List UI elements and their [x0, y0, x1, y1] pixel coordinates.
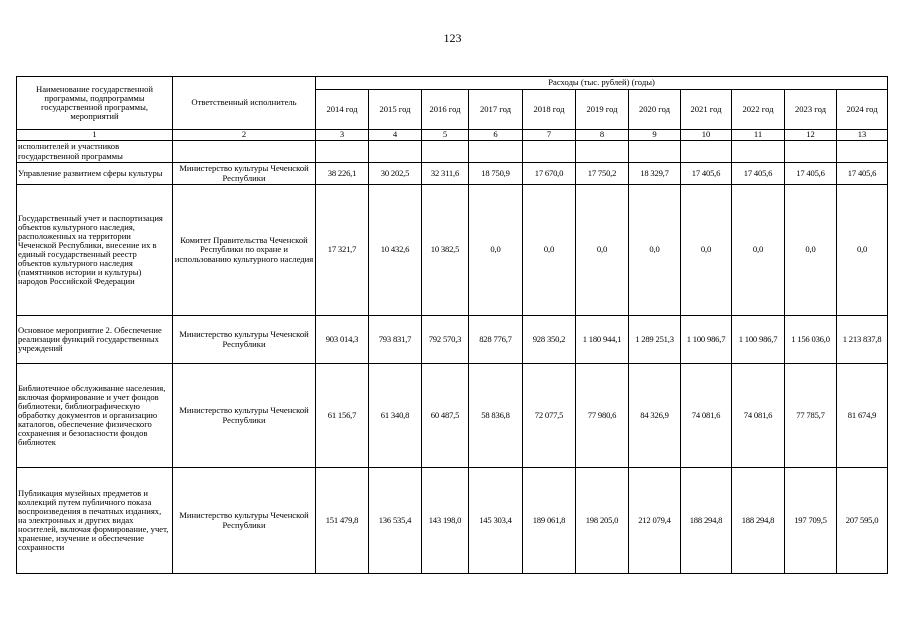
header-year: 2016 год [422, 90, 469, 130]
value-cell: 198 205,0 [576, 468, 629, 574]
value-cell: 18 329,7 [629, 163, 681, 185]
executor-cell: Министерство культуры Чеченской Республики [173, 468, 316, 574]
value-cell: 81 674,9 [837, 364, 888, 468]
value-cell: 188 294,8 [681, 468, 732, 574]
value-cell: 189 061,8 [523, 468, 576, 574]
value-cell: 30 202,5 [369, 163, 422, 185]
header-executor-column: Ответственный исполнитель [173, 77, 316, 130]
header-expenses-group: Расходы (тыс. рублей) (годы) [316, 77, 888, 90]
table-row [17, 364, 888, 468]
program-name-cell: Библиотечное обслуживание населения, включая формирование и учет фондов библиотеки, библиографическую обработку документов и организацию каталогов, обеспечение физического сохранения и безопасности фондов библиотек [17, 364, 173, 468]
table-row [17, 163, 888, 185]
value-cell: 38 226,1 [316, 163, 369, 185]
column-number: 3 [316, 130, 369, 141]
header-year: 2017 год [469, 90, 523, 130]
value-cell: 928 350,2 [523, 316, 576, 364]
header-year: 2021 год [681, 90, 732, 130]
executor-cell [173, 141, 316, 163]
header-year: 2022 год [732, 90, 785, 130]
column-number: 12 [785, 130, 837, 141]
value-cell [785, 141, 837, 163]
value-cell [422, 141, 469, 163]
value-cell [369, 141, 422, 163]
value-cell: 792 570,3 [422, 316, 469, 364]
value-cell: 17 405,6 [785, 163, 837, 185]
expenses-table [16, 76, 888, 574]
value-cell: 10 382,5 [422, 185, 469, 316]
program-name-cell: Управление развитием сферы культуры [17, 163, 173, 185]
header-year: 2020 год [629, 90, 681, 130]
executor-cell: Министерство культуры Чеченской Республики [173, 316, 316, 364]
value-cell [732, 141, 785, 163]
value-cell: 1 180 944,1 [576, 316, 629, 364]
value-cell: 74 081,6 [681, 364, 732, 468]
header-year: 2024 год [837, 90, 888, 130]
value-cell: 58 836,8 [469, 364, 523, 468]
table-body [17, 141, 888, 574]
value-cell [523, 141, 576, 163]
table-row [17, 468, 888, 574]
value-cell [629, 141, 681, 163]
value-cell: 1 213 837,8 [837, 316, 888, 364]
value-cell: 0,0 [732, 185, 785, 316]
header-year: 2014 год [316, 90, 369, 130]
value-cell: 1 100 986,7 [732, 316, 785, 364]
column-number: 8 [576, 130, 629, 141]
column-number: 7 [523, 130, 576, 141]
header-year: 2023 год [785, 90, 837, 130]
value-cell [316, 141, 369, 163]
program-name-cell: Публикация музейных предметов и коллекций путем публичного показа воспроизведения в печатных изданиях, на электронных и других видах носителей, включая формирование, учет, хранение, изучение и обеспечение сохранности [17, 468, 173, 574]
column-number-row [17, 130, 888, 141]
value-cell: 828 776,7 [469, 316, 523, 364]
value-cell: 136 535,4 [369, 468, 422, 574]
column-number: 6 [469, 130, 523, 141]
value-cell: 77 980,6 [576, 364, 629, 468]
value-cell: 0,0 [576, 185, 629, 316]
column-number: 11 [732, 130, 785, 141]
program-name-cell: Государственный учет и паспортизация объектов культурного наследия, расположенных на территории Чеченской Республики, внесение их в единый государственный реестр объектов культурного наследия (памятников истории и культуры) народов Российской Федерации [17, 185, 173, 316]
page-number: 123 [443, 31, 462, 45]
value-cell: 1 156 036,0 [785, 316, 837, 364]
value-cell: 0,0 [469, 185, 523, 316]
value-cell: 0,0 [629, 185, 681, 316]
executor-cell: Комитет Правительства Чеченской Республики по охране и использованию культурного наследия [173, 185, 316, 316]
value-cell: 84 326,9 [629, 364, 681, 468]
value-cell: 903 014,3 [316, 316, 369, 364]
value-cell [681, 141, 732, 163]
column-number: 4 [369, 130, 422, 141]
value-cell [469, 141, 523, 163]
column-number: 2 [173, 130, 316, 141]
table-row [17, 185, 888, 316]
program-name-cell: исполнителей и участников государственной программы [17, 141, 173, 163]
value-cell: 793 831,7 [369, 316, 422, 364]
value-cell: 74 081,6 [732, 364, 785, 468]
column-number: 1 [17, 130, 173, 141]
value-cell: 1 100 986,7 [681, 316, 732, 364]
table-header [17, 77, 888, 141]
value-cell: 10 432,6 [369, 185, 422, 316]
value-cell: 0,0 [681, 185, 732, 316]
program-name-cell: Основное мероприятие 2. Обеспечение реализации функций государственных учреждений [17, 316, 173, 364]
value-cell: 17 405,6 [681, 163, 732, 185]
value-cell [837, 141, 888, 163]
header-year: 2018 год [523, 90, 576, 130]
value-cell: 18 750,9 [469, 163, 523, 185]
table-row [17, 316, 888, 364]
value-cell: 17 670,0 [523, 163, 576, 185]
value-cell: 0,0 [785, 185, 837, 316]
header-year: 2019 год [576, 90, 629, 130]
value-cell: 17 405,6 [732, 163, 785, 185]
value-cell: 72 077,5 [523, 364, 576, 468]
value-cell: 197 709,5 [785, 468, 837, 574]
table-row [17, 141, 888, 163]
executor-cell: Министерство культуры Чеченской Республики [173, 364, 316, 468]
executor-cell: Министерство культуры Чеченской Республики [173, 163, 316, 185]
value-cell: 188 294,8 [732, 468, 785, 574]
value-cell [576, 141, 629, 163]
value-cell: 61 340,8 [369, 364, 422, 468]
value-cell: 17 750,2 [576, 163, 629, 185]
value-cell: 145 303,4 [469, 468, 523, 574]
value-cell: 17 405,6 [837, 163, 888, 185]
value-cell: 151 479,8 [316, 468, 369, 574]
value-cell: 60 487,5 [422, 364, 469, 468]
value-cell: 17 321,7 [316, 185, 369, 316]
value-cell: 77 785,7 [785, 364, 837, 468]
value-cell: 0,0 [837, 185, 888, 316]
value-cell: 32 311,6 [422, 163, 469, 185]
column-number: 5 [422, 130, 469, 141]
header-year: 2015 год [369, 90, 422, 130]
column-number: 10 [681, 130, 732, 141]
value-cell: 207 595,0 [837, 468, 888, 574]
value-cell: 212 079,4 [629, 468, 681, 574]
value-cell: 143 198,0 [422, 468, 469, 574]
value-cell: 0,0 [523, 185, 576, 316]
column-number: 9 [629, 130, 681, 141]
header-name-column: Наименование государственной программы, подпрограммы государственной программы, мероприятий [17, 77, 173, 130]
value-cell: 1 289 251,3 [629, 316, 681, 364]
value-cell: 61 156,7 [316, 364, 369, 468]
column-number: 13 [837, 130, 888, 141]
